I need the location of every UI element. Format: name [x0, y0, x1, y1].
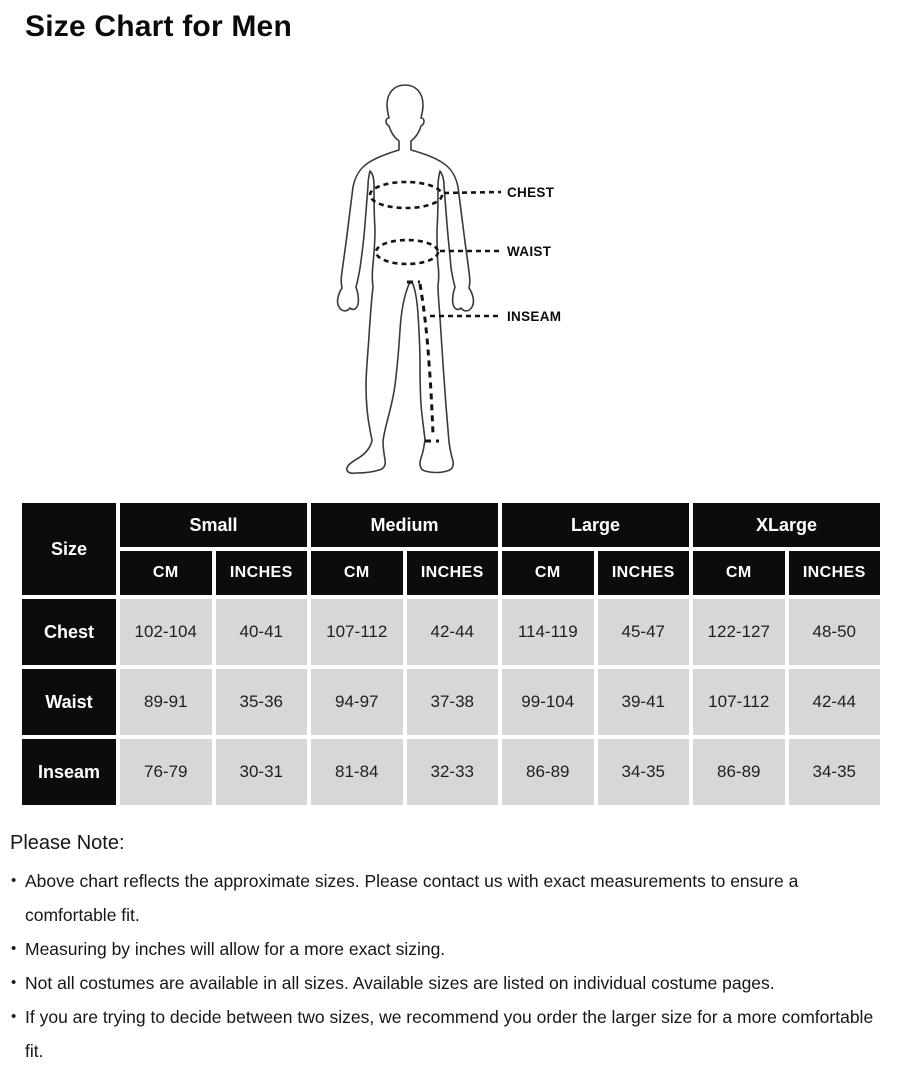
size-value-cell: 99-104	[502, 669, 594, 735]
notes-heading: Please Note:	[10, 832, 125, 854]
size-group-header-row	[22, 503, 880, 547]
size-value-cell: 86-89	[502, 739, 594, 805]
notes-list	[8, 864, 896, 1068]
size-value-cell: 40-41	[216, 599, 308, 665]
size-value-cell: 37-38	[407, 669, 499, 735]
size-value-cell: 45-47	[598, 599, 690, 665]
size-value-cell: 114-119	[502, 599, 594, 665]
size-value-cell: 39-41	[598, 669, 690, 735]
body-measurement-diagram	[330, 78, 650, 490]
notes-section	[8, 832, 896, 1068]
chest-row	[22, 599, 880, 665]
size-value-cell: 122-127	[693, 599, 785, 665]
page-title: Size Chart for Men	[25, 10, 292, 43]
unit-header-inches: INCHES	[407, 551, 499, 595]
inseam-label: INSEAM	[507, 309, 562, 324]
size-value-cell: 34-35	[789, 739, 881, 805]
size-value-cell: 89-91	[120, 669, 212, 735]
unit-header-inches: INCHES	[789, 551, 881, 595]
unit-header-cm: CM	[120, 551, 212, 595]
waist-row	[22, 669, 880, 735]
note-item: • Measuring by inches will allow for a more exact sizing.	[8, 932, 876, 966]
chest-label: CHEST	[507, 185, 555, 200]
size-value-cell: 30-31	[216, 739, 308, 805]
group-header-xlarge: XLarge	[693, 503, 880, 547]
note-item: • Above chart reflects the approximate sizes. Please contact us with exact measurements to ensure a comfortable fit.	[8, 864, 876, 932]
unit-header-inches: INCHES	[216, 551, 308, 595]
size-corner-cell: Size	[22, 503, 116, 595]
unit-header-cm: CM	[693, 551, 785, 595]
group-header-small: Small	[120, 503, 307, 547]
size-value-cell: 48-50	[789, 599, 881, 665]
group-header-medium: Medium	[311, 503, 498, 547]
size-value-cell: 76-79	[120, 739, 212, 805]
size-value-cell: 107-112	[693, 669, 785, 735]
unit-header-inches: INCHES	[598, 551, 690, 595]
row-header-chest: Chest	[22, 599, 116, 665]
size-value-cell: 86-89	[693, 739, 785, 805]
note-item: • If you are trying to decide between two sizes, we recommend you order the larger size for a more comfortable fit.	[8, 1000, 876, 1068]
unit-header-cm: CM	[502, 551, 594, 595]
size-value-cell: 81-84	[311, 739, 403, 805]
size-value-cell: 102-104	[120, 599, 212, 665]
note-item: • Not all costumes are available in all sizes. Available sizes are listed on individual costume pages.	[8, 966, 876, 1000]
male-body-outline	[338, 85, 474, 473]
unit-header-cm: CM	[311, 551, 403, 595]
size-value-cell: 107-112	[311, 599, 403, 665]
size-value-cell: 94-97	[311, 669, 403, 735]
row-header-waist: Waist	[22, 669, 116, 735]
size-value-cell: 42-44	[407, 599, 499, 665]
unit-header-row	[22, 551, 880, 595]
group-header-large: Large	[502, 503, 689, 547]
waist-label: WAIST	[507, 244, 552, 259]
size-value-cell: 32-33	[407, 739, 499, 805]
row-header-inseam: Inseam	[22, 739, 116, 805]
size-value-cell: 35-36	[216, 669, 308, 735]
male-figure-illustration	[330, 78, 650, 490]
size-chart-table	[18, 499, 884, 809]
inseam-row	[22, 739, 880, 805]
size-value-cell: 34-35	[598, 739, 690, 805]
size-value-cell: 42-44	[789, 669, 881, 735]
